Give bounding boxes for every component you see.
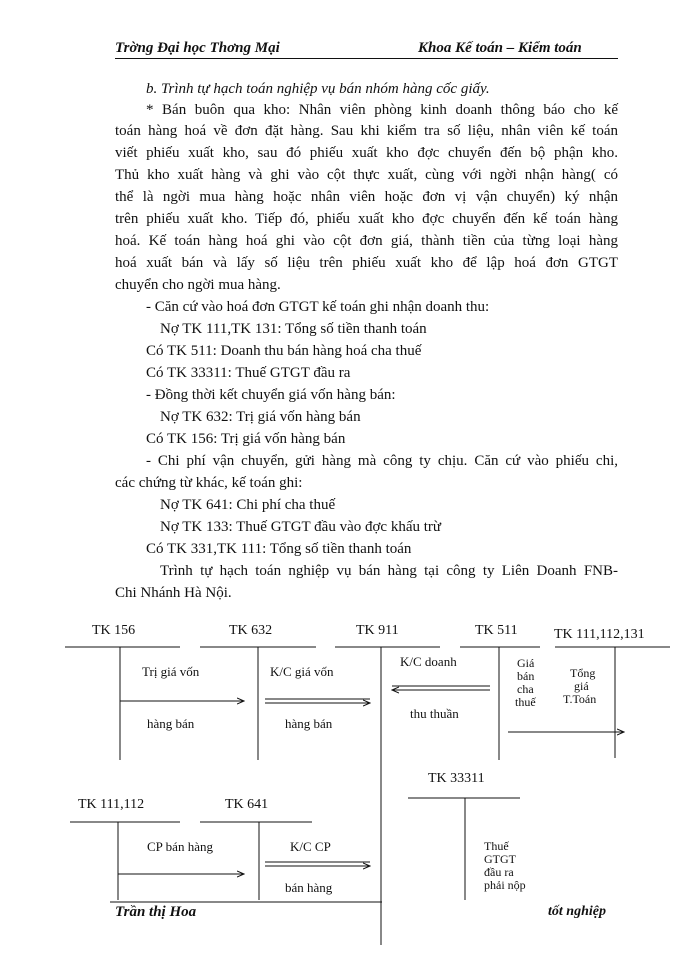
label-gia-ban-cha-thue: Giá bán cha thuế <box>515 656 536 709</box>
para1-line-3: viết phiếu xuất kho, sau đó phiếu xuất kho đợc chuyển đến bộ phận kho. <box>115 145 618 161</box>
label-tong-gia-thanh-toan: Tổng giá T.Toán <box>563 666 597 706</box>
para1-line-5: thể là ngời mua hàng hoặc nhân viên hoặc đơn vị vận chuyển) ký nhận <box>115 189 618 205</box>
label-hang-ban-2: hàng bán <box>285 716 333 731</box>
footer-thesis: tốt nghiệp <box>548 904 606 919</box>
label-trigia-von: Trị giá vốn <box>142 664 200 679</box>
shipping-intro-1: - Chi phí vận chuyển, gửi hàng mà công ty chịu. Căn cứ vào phiếu chi, <box>146 453 618 469</box>
tk156-title: TK 156 <box>92 623 136 638</box>
para1-line-4: Thủ kho xuất hàng và ghi vào cột thực xuất, cùng với ngời nhận hàng( có <box>115 167 618 183</box>
entry-credit-156: Có TK 156: Trị giá vốn hàng bán <box>146 431 346 447</box>
entry-credit-331-111: Có TK 331,TK 111: Tổng số tiền thanh toán <box>146 541 412 557</box>
entry-debit-632: Nợ TK 632: Trị giá vốn hàng bán <box>160 409 361 425</box>
header-rule <box>115 58 618 59</box>
label-kc-gia-von: K/C giá vốn <box>270 664 334 679</box>
para1-line-7: hoá. Kế toán hàng hoá ghi vào cột đơn giá, thành tiền của từng loại hàng <box>115 233 618 249</box>
tk641-title: TK 641 <box>225 797 269 812</box>
label-kc-cp: K/C CP <box>290 839 331 854</box>
para1-line-8: hoá xuất bán và lấy số liệu trên phiếu xuất kho để lập hoá đơn GTGT <box>115 255 618 271</box>
para1-line-1: * Bán buôn qua kho: Nhân viên phòng kinh doanh thông báo cho kế <box>146 102 618 118</box>
tk911-title: TK 911 <box>356 623 399 638</box>
label-thu-thuan: thu thuần <box>410 706 459 721</box>
procedure-intro-1: Trình tự hạch toán nghiệp vụ bán hàng tại công ty Liên Doanh FNB- <box>160 563 618 579</box>
label-hang-ban-1: hàng bán <box>147 716 195 731</box>
procedure-intro-2: Chi Nhánh Hà Nội. <box>115 585 232 601</box>
section-title: b. Trình tự hạch toán nghiệp vụ bán nhóm hàng cốc giấy. <box>146 81 490 97</box>
label-ban-hang: bán hàng <box>285 880 333 895</box>
entry-debit-133: Nợ TK 133: Thuế GTGT đầu vào đợc khấu trừ <box>160 519 442 535</box>
entry-credit-511: Có TK 511: Doanh thu bán hàng hoá cha thuế <box>146 343 422 359</box>
tk511-title: TK 511 <box>475 623 518 638</box>
footer-author: Trần thị Hoa <box>115 904 197 920</box>
entry-debit-111-131: Nợ TK 111,TK 131: Tổng số tiền thanh toán <box>160 321 427 337</box>
tk33311-title: TK 33311 <box>428 771 485 786</box>
shipping-intro-2: các chứng từ khác, kế toán ghi: <box>115 475 303 491</box>
header-school: Trờng Đại học Thơng Mại <box>115 40 280 56</box>
tk111-112-131-title: TK 111,112,131 <box>554 627 645 642</box>
revenue-intro: - Căn cứ vào hoá đơn GTGT kế toán ghi nhận doanh thu: <box>146 299 490 315</box>
label-cp-ban-hang: CP bán hàng <box>147 839 213 854</box>
entry-credit-33311: Có TK 33311: Thuế GTGT đầu ra <box>146 365 351 381</box>
para1-line-9: chuyển cho ngời mua hàng. <box>115 277 281 293</box>
label-kc-doanh: K/C doanh <box>400 654 457 669</box>
para1-line-6: trên phiếu xuất kho. Tiếp đó, phiếu xuất kho đợc chuyển đến kế toán hàng <box>115 211 618 227</box>
tk111-112-title: TK 111,112 <box>78 797 145 812</box>
para1-line-2: toán hàng hoá về đơn đặt hàng. Sau khi kiểm tra số liệu, nhân viên kế toán <box>115 123 618 139</box>
header-faculty: Khoa Kế toán – Kiểm toán <box>418 40 582 56</box>
cogs-intro: - Đồng thời kết chuyển giá vốn hàng bán: <box>146 387 396 403</box>
label-thue-gtgt-dau-ra: Thuế GTGT đầu ra phải nộp <box>484 839 526 892</box>
tk632-title: TK 632 <box>229 623 273 638</box>
entry-debit-641: Nợ TK 641: Chi phí cha thuế <box>160 497 336 513</box>
